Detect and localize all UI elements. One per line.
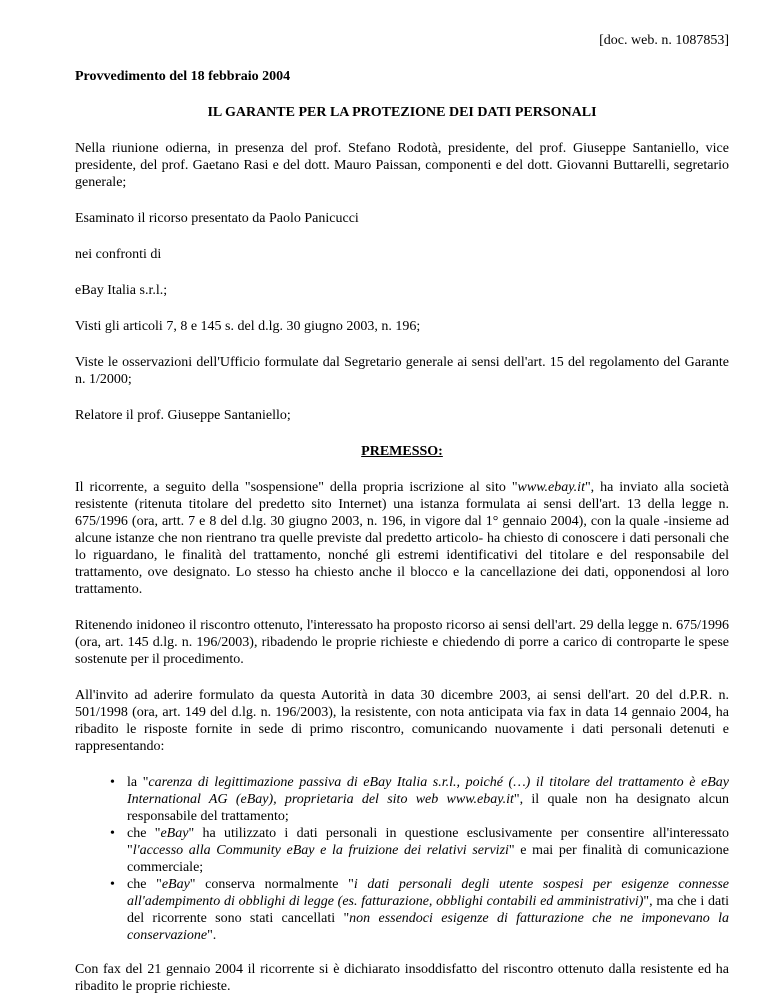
premesso-paragraph-2: Ritenendo inidoneo il riscontro ottenuto, l'interessato ha proposto ricorso ai sensi dell'art. 29 della legge n. 675/1996 (ora, art. 145 d.lg. n. 196/2003), ribadendo le proprie richieste e chiedendo di porre a carico di controparte le spese sostenute per il procedimento. bbox=[75, 618, 729, 667]
list-item bbox=[75, 876, 729, 944]
premesso-paragraph-4: Con fax del 21 gennaio 2004 il ricorrente si è dichiarato insoddisfatto del riscontro ottenuto dalla resistente ed ha ribadito le proprie richieste. bbox=[75, 962, 729, 994]
against-label: nei confronti di bbox=[75, 247, 162, 262]
bullet-text: ". bbox=[207, 928, 217, 943]
intro-paragraph: Nella riunione odierna, in presenza del prof. Stefano Rodotà, presidente, del prof. Giuseppe Santaniello, vice presidente, del prof. Gaetano Rasi e del dott. Mauro Paissan, componenti e del dott. Giovanni Buttarelli, segretario generale; bbox=[75, 141, 729, 190]
bullet-quote: l'accesso alla Community eBay e la fruizione dei relativi servizi bbox=[132, 843, 509, 858]
site-link-text: www.ebay.it bbox=[517, 480, 585, 495]
bullet-text: " e mai per finalità di comunicazione commerciale; bbox=[127, 843, 730, 875]
examined-paragraph: Esaminato il ricorso presentato da Paolo Panicucci bbox=[75, 211, 359, 226]
bullet-text: la " bbox=[127, 775, 149, 790]
bullet-text: che " bbox=[127, 877, 162, 892]
para1-text-b: ", ha inviato alla società resistente (ritenuta titolare del predetto sito Internet) una istanza formulata ai sensi dell'art. 13 della legge n. 675/1996 (ora, artt. 7 e 8 del d.lg. 30 giugno 2003, n. 196, in vigore dal 1° gennaio 2004), con la quale -insieme ad alcune istanze che non rientrano tra quelle previste dal predetto articolo- ha chiesto di conoscere i dati personali che lo riguardano, le finalità del trattamento, nonché gli estremi identificativi del titolare e del responsabile del trattamento, ove designato. Lo stesso ha chiesto anche il blocco e la cancellazione dei dati, opponendosi al loro trattamento. bbox=[75, 480, 730, 597]
bullet-quote: carenza di legittimazione passiva di eBay Italia s.r.l., poiché (…) il titolare del trattamento è eBay International AG (eBay), proprietaria del sito web www.ebay.it bbox=[127, 775, 729, 807]
visti-paragraph: Visti gli articoli 7, 8 e 145 s. del d.lg. 30 giugno 2003, n. 196; bbox=[75, 319, 421, 334]
list-item bbox=[75, 774, 729, 825]
bullet-text: che " bbox=[127, 826, 161, 841]
bullet-quote: eBay bbox=[161, 877, 190, 892]
relatore-paragraph: Relatore il prof. Giuseppe Santaniello; bbox=[75, 408, 291, 423]
bullet-icon: • bbox=[110, 775, 115, 790]
bullet-text: " ha utilizzato i dati personali in questione esclusivamente per consentire all'interessato " bbox=[127, 826, 729, 858]
doc-reference: [doc. web. n. 1087853] bbox=[599, 33, 729, 48]
premesso-paragraph-1 bbox=[75, 479, 729, 598]
section-heading bbox=[75, 443, 729, 460]
viste-paragraph: Viste le osservazioni dell'Ufficio formulate dal Segretario generale ai sensi dell'art. 15 del regolamento del Garante n. 1/2000; bbox=[75, 355, 729, 387]
respondent-points-list bbox=[75, 774, 729, 944]
bullet-text: ", ma che i dati del ricorrente sono stati cancellati " bbox=[127, 894, 729, 926]
bullet-icon: • bbox=[110, 826, 115, 841]
bullet-quote: i dati personali degli utente sospesi per esigenze connesse all'adempimento di obblighi di legge (es. fatturazione, obblighi contabili ed amministrativi) bbox=[127, 877, 729, 909]
document-title: Provvedimento del 18 febbraio 2004 bbox=[75, 69, 291, 84]
bullet-text: ", il quale non ha designato alcun responsabile del trattamento; bbox=[127, 792, 729, 824]
premesso-paragraph-3: All'invito ad aderire formulato da questa Autorità in data 30 dicembre 2003, ai sensi dell'art. 20 del d.P.R. n. 501/1998 (ora, art. 149 del d.lg. n. 196/2003), la resistente, con nota anticipata via fax in data 14 gennaio 2004, ha ribadito le risposte fornite in sede di primo riscontro, comunicando nuovamente i dati personali detenuti e rappresentando: bbox=[75, 688, 729, 754]
premesso-label: PREMESSO: bbox=[361, 444, 443, 459]
bullet-text: " conserva normalmente " bbox=[189, 877, 354, 892]
bullet-icon: • bbox=[110, 877, 115, 892]
bullet-quote: non essendoci esigenze di fatturazione che ne imponevano la conservazione bbox=[127, 911, 729, 943]
bullet-quote: eBay bbox=[160, 826, 189, 841]
authority-heading: IL GARANTE PER LA PROTEZIONE DEI DATI PERSONALI bbox=[207, 105, 597, 120]
para1-text-a: Il ricorrente, a seguito della "sospensione" della propria iscrizione al sito " bbox=[75, 480, 518, 495]
document-page bbox=[75, 32, 729, 995]
respondent-paragraph: eBay Italia s.r.l.; bbox=[75, 283, 168, 298]
list-item bbox=[75, 825, 729, 876]
